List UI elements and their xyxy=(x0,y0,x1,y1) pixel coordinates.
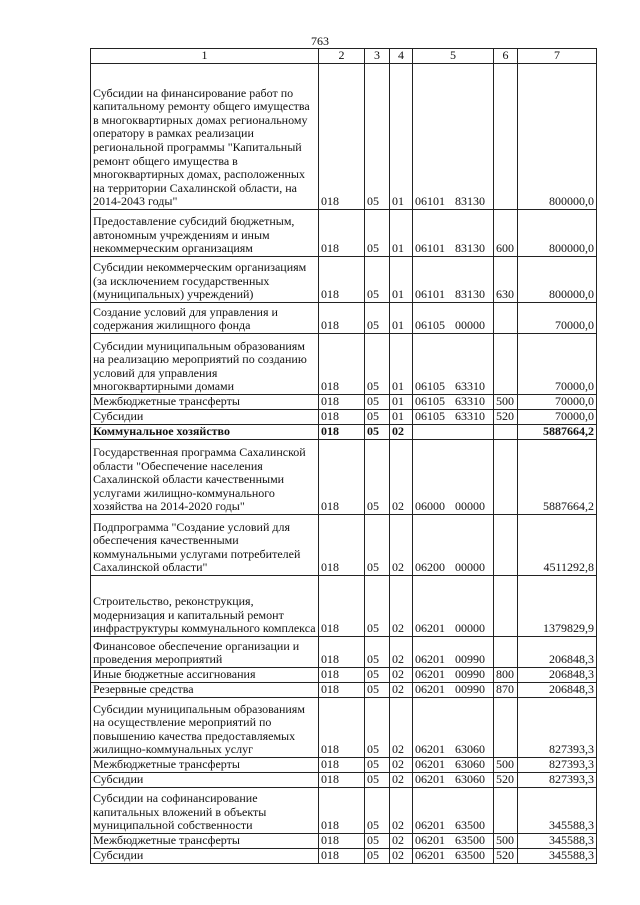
subsection-code: 01 xyxy=(390,257,413,303)
table-row xyxy=(91,64,597,210)
program-code: 06000 xyxy=(415,499,445,514)
row-name: Предоставление субсидий бюджетным, автономным учреждениям и иным некоммерческим организациям xyxy=(91,210,319,257)
table-row xyxy=(91,334,597,395)
table-row xyxy=(91,210,597,257)
column-header-2: 2 xyxy=(319,49,365,64)
expense-type-code: 800 xyxy=(494,668,518,683)
program-code: 06201 xyxy=(415,742,445,757)
table-row xyxy=(91,257,597,303)
expense-type-code: 630 xyxy=(494,257,518,303)
amount: 70000,0 xyxy=(518,303,597,334)
amount: 206848,3 xyxy=(518,668,597,683)
table-row xyxy=(91,395,597,410)
ministry-code: 018 xyxy=(319,515,365,576)
row-name: Создание условий для управления и содержания жилищного фонда xyxy=(91,303,319,334)
expense-type-code xyxy=(494,425,518,440)
row-name: Иные бюджетные ассигнования xyxy=(91,668,319,683)
direction-code: 00990 xyxy=(455,667,485,682)
expense-type-code xyxy=(494,334,518,395)
expense-type-code xyxy=(494,788,518,834)
target-article-code xyxy=(413,849,494,864)
direction-code: 63310 xyxy=(455,409,485,424)
amount: 206848,3 xyxy=(518,637,597,668)
ministry-code: 018 xyxy=(319,668,365,683)
row-name: Субсидии на софинансирование капитальных вложений в объекты муниципальной собственности xyxy=(91,788,319,834)
ministry-code: 018 xyxy=(319,257,365,303)
expense-type-code: 520 xyxy=(494,773,518,788)
subsection-code: 01 xyxy=(390,410,413,425)
row-name: Межбюджетные трансферты xyxy=(91,834,319,849)
table-row xyxy=(91,303,597,334)
subsection-code: 02 xyxy=(390,515,413,576)
amount: 345588,3 xyxy=(518,849,597,864)
amount: 206848,3 xyxy=(518,683,597,698)
program-code: 06201 xyxy=(415,667,445,682)
section-code: 05 xyxy=(365,210,390,257)
amount: 5887664,2 xyxy=(518,425,597,440)
direction-code: 63500 xyxy=(455,848,485,863)
row-name: Субсидии некоммерческим организациям (за исключением государственных (муниципальных) учреждений) xyxy=(91,257,319,303)
ministry-code: 018 xyxy=(319,440,365,515)
expense-type-code: 520 xyxy=(494,849,518,864)
amount: 4511292,8 xyxy=(518,515,597,576)
row-name: Резервные средства xyxy=(91,683,319,698)
row-name: Субсидии муниципальным образованиям на реализацию мероприятий по созданию условий для управления многоквартирными домами xyxy=(91,334,319,395)
amount: 827393,3 xyxy=(518,758,597,773)
row-name: Государственная программа Сахалинской области "Обеспечение населения Сахалинской области качественными услугами жилищно-коммунального хозяйства на 2014-2020 годы" xyxy=(91,440,319,515)
direction-code: 63310 xyxy=(455,379,485,394)
subsection-code: 02 xyxy=(390,849,413,864)
section-code: 05 xyxy=(365,637,390,668)
ministry-code: 018 xyxy=(319,637,365,668)
amount: 5887664,2 xyxy=(518,440,597,515)
program-code: 06101 xyxy=(415,241,445,256)
budget-table-body xyxy=(91,49,597,864)
ministry-code: 018 xyxy=(319,210,365,257)
table-row xyxy=(91,834,597,849)
section-code: 05 xyxy=(365,303,390,334)
target-article-code xyxy=(413,515,494,576)
expense-type-code xyxy=(494,440,518,515)
target-article-code xyxy=(413,773,494,788)
amount: 800000,0 xyxy=(518,64,597,210)
direction-code: 00990 xyxy=(455,682,485,697)
row-name: Коммунальное хозяйство xyxy=(91,425,319,440)
subsection-code: 02 xyxy=(390,440,413,515)
ministry-code: 018 xyxy=(319,410,365,425)
target-article-code xyxy=(413,257,494,303)
expense-type-code xyxy=(494,303,518,334)
subsection-code: 02 xyxy=(390,698,413,758)
program-code: 06101 xyxy=(415,194,445,209)
column-header-4: 4 xyxy=(390,49,413,64)
amount: 70000,0 xyxy=(518,395,597,410)
target-article-code xyxy=(413,683,494,698)
target-article-code xyxy=(413,303,494,334)
row-name: Субсидии на финансирование работ по капитальному ремонту общего имущества в многоквартирных домах региональному оператору в рамках реализации региональной программы "Капитальный ремонт общего имущества в многоквартирных домах, расположенных на территории Сахалинской области, на 2014-2043 годы" xyxy=(91,64,319,210)
section-code: 05 xyxy=(365,668,390,683)
amount: 1379829,9 xyxy=(518,576,597,637)
row-name: Строительство, реконструкция, модернизация и капитальный ремонт инфраструктуры коммунального комплекса xyxy=(91,576,319,637)
direction-code: 00000 xyxy=(455,318,485,333)
table-row xyxy=(91,576,597,637)
target-article-code xyxy=(413,576,494,637)
target-article-code xyxy=(413,668,494,683)
direction-code: 63060 xyxy=(455,742,485,757)
table-row xyxy=(91,849,597,864)
subsection-code: 02 xyxy=(390,576,413,637)
target-article-code xyxy=(413,395,494,410)
expense-type-code: 500 xyxy=(494,758,518,773)
column-header-1: 1 xyxy=(91,49,319,64)
row-name: Финансовое обеспечение организации и проведения мероприятий xyxy=(91,637,319,668)
section-code: 05 xyxy=(365,334,390,395)
program-code: 06201 xyxy=(415,682,445,697)
direction-code: 00000 xyxy=(455,621,485,636)
expense-type-code: 870 xyxy=(494,683,518,698)
table-row xyxy=(91,698,597,758)
amount: 70000,0 xyxy=(518,334,597,395)
target-article-code xyxy=(413,698,494,758)
section-code: 05 xyxy=(365,773,390,788)
ministry-code: 018 xyxy=(319,64,365,210)
section-code: 05 xyxy=(365,849,390,864)
target-article-code xyxy=(413,210,494,257)
target-article-code xyxy=(413,440,494,515)
amount: 70000,0 xyxy=(518,410,597,425)
table-row xyxy=(91,773,597,788)
subsection-code: 01 xyxy=(390,334,413,395)
direction-code: 63060 xyxy=(455,757,485,772)
table-row xyxy=(91,683,597,698)
row-name: Субсидии xyxy=(91,773,319,788)
target-article-code xyxy=(413,834,494,849)
program-code: 06201 xyxy=(415,818,445,833)
page-number: 763 xyxy=(311,34,329,48)
subsection-code: 02 xyxy=(390,758,413,773)
column-header-7: 7 xyxy=(518,49,597,64)
target-article-code xyxy=(413,788,494,834)
subsection-code: 02 xyxy=(390,668,413,683)
table-row xyxy=(91,637,597,668)
expense-type-code xyxy=(494,637,518,668)
ministry-code: 018 xyxy=(319,834,365,849)
program-code: 06200 xyxy=(415,560,445,575)
section-code: 05 xyxy=(365,576,390,637)
expense-type-code xyxy=(494,515,518,576)
table-row xyxy=(91,440,597,515)
subsection-code: 02 xyxy=(390,834,413,849)
column-header-3: 3 xyxy=(365,49,390,64)
direction-code: 00000 xyxy=(455,560,485,575)
subsection-code: 02 xyxy=(390,773,413,788)
expense-type-code xyxy=(494,698,518,758)
section-code: 05 xyxy=(365,395,390,410)
expense-type-code: 500 xyxy=(494,834,518,849)
target-article-code xyxy=(413,334,494,395)
ministry-code: 018 xyxy=(319,683,365,698)
expense-type-code: 500 xyxy=(494,395,518,410)
section-code: 05 xyxy=(365,515,390,576)
section-code: 05 xyxy=(365,834,390,849)
table-row xyxy=(91,425,597,440)
direction-code: 00990 xyxy=(455,652,485,667)
ministry-code: 018 xyxy=(319,303,365,334)
target-article-code xyxy=(413,410,494,425)
subsection-code: 02 xyxy=(390,425,413,440)
program-code: 06105 xyxy=(415,409,445,424)
program-code: 06201 xyxy=(415,848,445,863)
program-code: 06201 xyxy=(415,757,445,772)
subsection-code: 01 xyxy=(390,303,413,334)
table-row xyxy=(91,410,597,425)
subsection-code: 01 xyxy=(390,395,413,410)
table-row xyxy=(91,758,597,773)
section-code: 05 xyxy=(365,64,390,210)
direction-code: 63500 xyxy=(455,833,485,848)
section-code: 05 xyxy=(365,758,390,773)
direction-code: 63060 xyxy=(455,772,485,787)
ministry-code: 018 xyxy=(319,698,365,758)
target-article-code xyxy=(413,64,494,210)
subsection-code: 02 xyxy=(390,637,413,668)
section-code: 05 xyxy=(365,698,390,758)
subsection-code: 01 xyxy=(390,210,413,257)
program-code: 06201 xyxy=(415,833,445,848)
program-code: 06201 xyxy=(415,652,445,667)
program-code: 06105 xyxy=(415,379,445,394)
program-code: 06201 xyxy=(415,621,445,636)
amount: 800000,0 xyxy=(518,257,597,303)
expense-type-code: 520 xyxy=(494,410,518,425)
ministry-code: 018 xyxy=(319,576,365,637)
expense-type-code xyxy=(494,64,518,210)
amount: 345588,3 xyxy=(518,788,597,834)
section-code: 05 xyxy=(365,257,390,303)
section-code: 05 xyxy=(365,440,390,515)
section-code: 05 xyxy=(365,788,390,834)
row-name: Субсидии xyxy=(91,849,319,864)
program-code: 06105 xyxy=(415,394,445,409)
amount: 800000,0 xyxy=(518,210,597,257)
ministry-code: 018 xyxy=(319,773,365,788)
row-name: Межбюджетные трансферты xyxy=(91,758,319,773)
direction-code: 00000 xyxy=(455,499,485,514)
amount: 827393,3 xyxy=(518,773,597,788)
direction-code: 83130 xyxy=(455,194,485,209)
ministry-code: 018 xyxy=(319,425,365,440)
program-code: 06105 xyxy=(415,318,445,333)
direction-code: 83130 xyxy=(455,241,485,256)
direction-code: 63310 xyxy=(455,394,485,409)
section-code: 05 xyxy=(365,425,390,440)
amount: 345588,3 xyxy=(518,834,597,849)
ministry-code: 018 xyxy=(319,395,365,410)
direction-code: 63500 xyxy=(455,818,485,833)
row-name: Подпрограмма "Создание условий для обеспечения качественными коммунальными услугами потребителей Сахалинской области" xyxy=(91,515,319,576)
ministry-code: 018 xyxy=(319,788,365,834)
column-header-5: 5 xyxy=(413,49,494,64)
row-name: Субсидии xyxy=(91,410,319,425)
subsection-code: 02 xyxy=(390,788,413,834)
subsection-code: 02 xyxy=(390,683,413,698)
table-row xyxy=(91,788,597,834)
target-article-code xyxy=(413,425,494,440)
column-number-row xyxy=(91,49,597,64)
subsection-code: 01 xyxy=(390,64,413,210)
expense-type-code xyxy=(494,576,518,637)
table-row xyxy=(91,515,597,576)
ministry-code: 018 xyxy=(319,849,365,864)
table-row xyxy=(91,668,597,683)
column-header-6: 6 xyxy=(494,49,518,64)
expense-type-code: 600 xyxy=(494,210,518,257)
program-code: 06101 xyxy=(415,287,445,302)
row-name: Субсидии муниципальным образованиям на осуществление мероприятий по повышению качества предоставляемых жилищно-коммунальных услуг xyxy=(91,698,319,758)
target-article-code xyxy=(413,758,494,773)
ministry-code: 018 xyxy=(319,334,365,395)
ministry-code: 018 xyxy=(319,758,365,773)
program-code: 06201 xyxy=(415,772,445,787)
target-article-code xyxy=(413,637,494,668)
section-code: 05 xyxy=(365,410,390,425)
section-code: 05 xyxy=(365,683,390,698)
amount: 827393,3 xyxy=(518,698,597,758)
row-name: Межбюджетные трансферты xyxy=(91,395,319,410)
direction-code: 83130 xyxy=(455,287,485,302)
budget-table xyxy=(90,48,597,864)
